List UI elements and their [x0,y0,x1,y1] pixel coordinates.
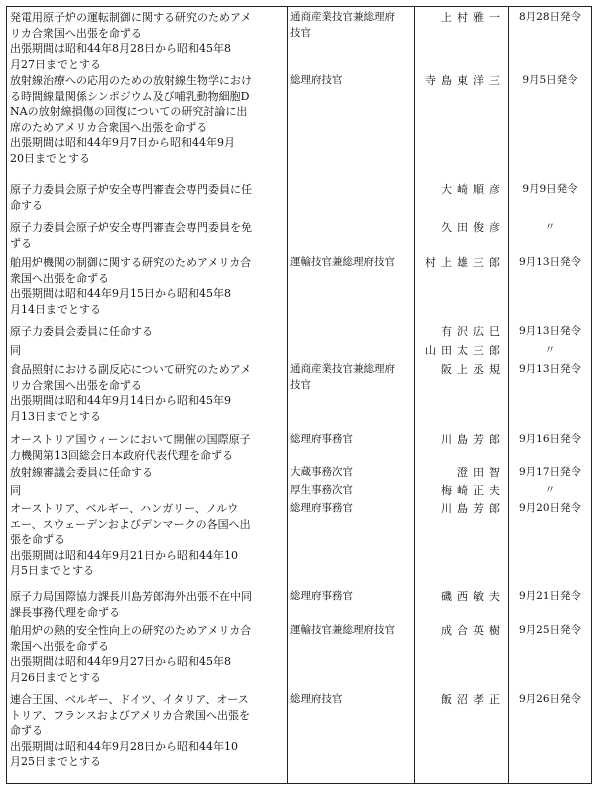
subject-line: 衆国へ出張を命ずる [10,639,109,653]
subject-line: 席のためアメリカ合衆国へ出張を命ずる [10,120,208,134]
subject-line: オーストリア、ベルギー、ハンガリー、ノルウ [10,502,239,515]
subject-line: 原子力局国際協力課長川島芳郎海外出張不在中同 [10,590,252,603]
issue-date: 〃 [544,484,556,496]
subject-line: 放射線審議会委員に任命する [10,466,153,479]
name-cell [417,483,505,499]
subject-line: 食品照射における副反応について研究のためアメ [10,363,252,376]
appointment-text [10,73,280,167]
issue-date: 9月5日発令 [522,74,578,86]
name-cell [417,501,505,517]
office-line: 技官 [290,26,311,39]
office-cell [290,465,415,481]
person-name: 飯沼孝正 [441,693,505,706]
period-line: 月14日までとする [10,302,101,316]
period-line: 出張期間は昭和44年8月28日から昭和45年8 [10,42,231,56]
office-cell [290,10,415,41]
issue-date: 9月13日発令 [518,363,582,375]
office-cell [290,362,415,393]
issue-date: 9月13日発令 [518,256,582,268]
person-name: 山田太三郎 [425,344,505,357]
name-cell [417,220,505,236]
subject-line: 発電用原子炉の運転制御に関する研究のためアメ [10,11,252,24]
person-name: 大崎順彦 [441,183,505,196]
office-cell [290,255,415,271]
office-cell [290,589,415,605]
appointment-text [10,255,280,317]
subject-line: 衆国へ出張を命ずる [10,271,109,285]
issue-date: 9月21日発令 [518,590,582,602]
person-name: 成合英樹 [441,624,505,637]
person-name: 久田俊彦 [441,221,505,234]
office-line: 総理府技官 [290,74,343,86]
office-line: 技官 [290,378,311,391]
name-cell [417,362,505,378]
appointment-text [10,343,280,359]
name-cell [417,182,505,198]
subject-line: 命する [10,198,43,212]
person-name: 磯西敏夫 [441,590,505,603]
subject-line: る時間線量関係シンポジウム及び哺乳動物細胞D [10,89,250,103]
period-line: 月5日までとする [10,564,94,578]
subject-line: 張を命ずる [10,533,65,547]
subject-line: 同 [10,484,21,497]
issue-date: 〃 [544,221,556,233]
office-line: 厚生事務次官 [290,484,353,496]
office-cell [290,73,415,89]
subject-line: ずる [10,236,32,250]
person-name: 村上雄三郎 [425,256,505,269]
issue-date: 9月25日発令 [518,624,582,636]
appointment-text [10,692,280,770]
period-line: 月27日までとする [10,57,101,71]
period-line: 出張期間は昭和44年9月7日から昭和44年9月 [10,136,235,150]
issue-date: 9月20日発令 [518,502,582,514]
name-cell [417,73,505,89]
subject-line: 放射線治療への応用のための放射線生物学におけ [10,74,252,87]
subject-line: リカ合衆国へ出張を命ずる [10,378,142,392]
appointment-text [10,483,280,499]
issue-date: 9月17日発令 [518,466,582,478]
period-line: 月13日までとする [10,409,101,423]
subject-line: 課長事務代理を命ずる [10,605,120,619]
appointment-text [10,432,280,463]
subject-line: 舶用炉機関の制御に関する研究のためアメリカ合 [10,256,252,269]
office-cell [290,692,415,708]
office-line: 運輸技官兼総理府技官 [290,624,395,636]
name-cell [417,623,505,639]
period-line: 月26日までとする [10,670,101,684]
subject-line: 原子力委員会原子炉安全専門審査会専門委員を免 [10,221,252,234]
subject-line: オーストリア国ウィーンにおいて開催の国際原子 [10,433,251,446]
period-line: 20日までとする [10,151,90,165]
issue-date: 8月28日発令 [518,11,582,23]
office-line: 通商産業技官兼総理府 [290,363,395,375]
appointment-text [10,10,280,72]
period-line: 出張期間は昭和44年9月21日から昭和44年10 [10,548,238,562]
issue-date: 9月13日発令 [518,325,582,337]
subject-line: 同 [10,344,21,357]
period-line: 出張期間は昭和44年9月14日から昭和45年9 [10,394,231,408]
period-line: 月25日までとする [10,755,101,769]
appointment-text [10,501,280,579]
person-name: 澄田智 [457,466,505,479]
issue-date: 9月16日発令 [518,433,582,445]
appointment-text [10,362,280,424]
person-name: 有沢広巳 [441,325,505,338]
name-cell [417,343,505,359]
name-cell [417,465,505,481]
subject-line: 原子力委員会委員に任命する [10,325,153,338]
office-cell [290,501,415,517]
person-name: 梅崎正夫 [441,484,505,497]
column-divider [508,7,509,783]
appointment-text [10,182,280,213]
appointment-text [10,589,280,620]
person-name: 川島芳郎 [441,502,505,515]
person-name: 川島芳郎 [441,433,505,446]
office-line: 大蔵事務次官 [290,466,353,478]
name-cell [417,589,505,605]
office-line: 総理府事務官 [290,433,353,445]
subject-line: トリア、フランスおよびアメリカ合衆国へ出張を [10,708,251,722]
period-line: 出張期間は昭和44年9月15日から昭和45年8 [10,287,231,301]
office-line: 運輸技官兼総理府技官 [290,256,395,268]
issue-date: 〃 [544,344,556,356]
period-line: 出張期間は昭和44年9月27日から昭和45年8 [10,655,231,669]
column-divider [287,7,288,783]
person-name: 寺島東洋三 [425,74,505,87]
subject-line: NAの放射線損傷の回復についての研究討論に出 [10,105,248,119]
office-cell [290,483,415,499]
appointments-table [6,6,592,784]
subject-line: 命ずる [10,724,43,738]
name-cell [417,10,505,26]
subject-line: 力機関第13回総会日本政府代表代理を命ずる [10,448,233,462]
appointment-text [10,324,280,340]
subject-line: 原子力委員会原子炉安全専門審査会専門委員に任 [10,183,252,196]
office-line: 総理府事務官 [290,590,353,602]
person-name: 阪上丞規 [441,363,505,376]
name-cell [417,432,505,448]
column-divider [414,7,415,783]
office-line: 通商産業技官兼総理府 [290,11,395,23]
appointment-text [10,465,280,481]
period-line: 出張期間は昭和44年9月28日から昭和44年10 [10,739,238,753]
office-line: 総理府事務官 [290,502,353,514]
office-cell [290,432,415,448]
office-line: 総理府技官 [290,693,343,705]
appointment-text [10,220,280,251]
name-cell [417,255,505,271]
subject-line: 舶用炉の熱的安全性向上の研究のためアメリカ合 [10,624,252,637]
person-name: 上村雅一 [441,11,505,24]
subject-line: 連合王国、ベルギー、ドイツ、イタリア、オース [10,693,249,706]
appointment-text [10,623,280,685]
issue-date: 9月9日発令 [522,183,578,195]
subject-line: エー、スウェーデンおよびデンマークの各国へ出 [10,517,251,531]
name-cell [417,692,505,708]
name-cell [417,324,505,340]
subject-line: リカ合衆国へ出張を命ずる [10,26,142,40]
issue-date: 9月26日発令 [518,693,582,705]
office-cell [290,623,415,639]
